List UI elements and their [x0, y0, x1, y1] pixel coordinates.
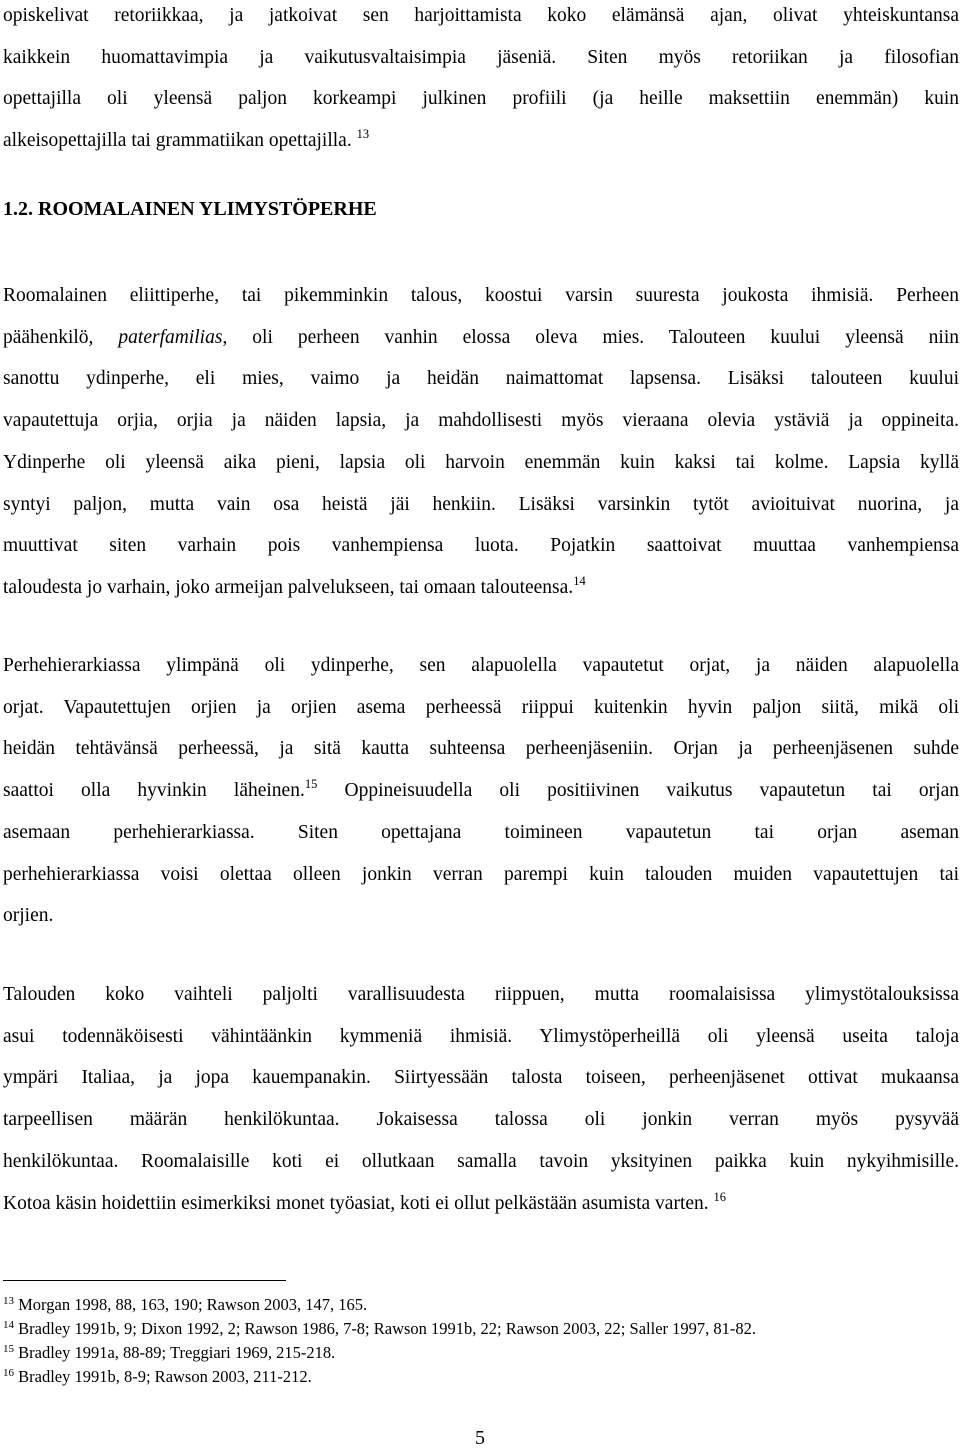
page-number: 5 — [475, 1427, 485, 1449]
text-line — [3, 317, 959, 359]
italic-term: paterfamilias — [118, 326, 223, 348]
section-heading: 1.2. ROOMALAINEN YLIMYSTÖPERHE — [3, 198, 377, 220]
footnote — [3, 1365, 312, 1389]
text-line: sanottu ydinperhe, eli mies, vaimo ja heidän naimattomat lapsensa. Lisäksi talouteen kuului — [3, 368, 959, 390]
footnote-number: 16 — [3, 1367, 14, 1379]
text-line: ympäri Italiaa, ja jopa kauempanakin. Siirtyessään talosta toiseen, perheenjäsenet ottivat mukaansa — [3, 1067, 959, 1089]
text-line: asui todennäköisesti vähintäänkin kymmeniä ihmisiä. Ylimystöperheillä oli yleensä useita taloja — [3, 1025, 959, 1047]
text-line: Perhehierarkiassa ylimpänä oli ydinperhe, sen alapuolella vapautetut orjat, ja näiden alapuolella — [3, 655, 959, 676]
footnote-separator — [3, 1280, 286, 1281]
text-line: tarpeellisen määrän henkilökuntaa. Jokaisessa talossa oli jonkin verran myös pysyvää — [3, 1109, 959, 1131]
text-line — [3, 770, 959, 812]
footnote — [3, 1341, 335, 1365]
footnote-ref[interactable]: 15 — [304, 777, 318, 792]
text-line — [3, 120, 959, 162]
text-line: asemaan perhehierarkiassa. Siten opettajana toimineen vapautetun tai orjan aseman — [3, 821, 959, 843]
footnote-ref[interactable]: 14 — [573, 573, 586, 588]
text-line: perhehierarkiassa voisi olettaa olleen jonkin verran parempi kuin talouden muiden vapautettujen tai — [3, 863, 959, 885]
text-line-content: Kotoa käsin hoidettiin esimerkiksi monet työasiat, koti ei ollut pelkästään asumista varten. — [3, 1192, 709, 1214]
footnote — [3, 1317, 756, 1341]
paragraph-1 — [3, 275, 959, 609]
text-line: orjien. — [3, 905, 54, 927]
footnote-number: 15 — [3, 1343, 14, 1355]
text-line: muuttivat siten varhain pois vanhempiensa luota. Pojatkin saattoivat muuttaa vanhempiensa — [3, 535, 959, 557]
footnote-text: Morgan 1998, 88, 163, 190; Rawson 2003, 147, 165. — [18, 1295, 368, 1314]
text-segment: saattoi olla hyvinkin läheinen. — [3, 780, 305, 802]
footnote-ref[interactable]: 16 — [713, 1189, 727, 1204]
text-line: orjat. Vapautettujen orjien ja orjien asema perheessä riippui kuitenkin hyvin paljon siitä, mikä oli — [3, 696, 959, 718]
footnote-text: Bradley 1991b, 9; Dixon 1992, 2; Rawson 1986, 7-8; Rawson 1991b, 22; Rawson 2003, 22; Saller 1997, 81-82. — [18, 1319, 757, 1338]
text-line-content: taloudesta jo varhain, joko armeijan palvelukseen, tai omaan talouteensa. — [3, 576, 574, 598]
footnote-number: 14 — [3, 1319, 14, 1331]
paragraph-3 — [3, 974, 959, 1224]
text-segment: , oli perheen vanhin elossa oleva mies. Talouteen kuului yleensä niin — [222, 326, 959, 348]
text-segment: Oppineisuudella oli positiivinen vaikutus vapautetun tai orjan — [317, 780, 960, 802]
paragraph-2 — [3, 645, 959, 937]
text-line: Talouden koko vaihteli paljolti varallisuudesta riippuen, mutta roomalaisissa ylimystötalouksissa — [3, 984, 959, 1005]
text-line: henkilökuntaa. Roomalaisille koti ei ollutkaan samalla tavoin yksityinen paikka kuin nykyihmisille. — [3, 1150, 959, 1172]
text-line: opettajilla oli yleensä paljon korkeampi julkinen profiili (ja heille maksettiin enemmän) kuin — [3, 88, 959, 110]
text-line: syntyi paljon, mutta vain osa heistä jäi henkiin. Lisäksi varsinkin tytöt avioituivat nuorina, ja — [3, 493, 959, 515]
text-line — [3, 1183, 959, 1225]
text-line: opiskelivat retoriikkaa, ja jatkoivat sen harjoittamista koko elämänsä ajan, olivat yhteiskuntansa — [3, 5, 959, 26]
text-line: vapautettuja orjia, orjia ja näiden lapsia, ja mahdollisesti myös vieraana olevia ystäviä ja oppineita. — [3, 410, 959, 432]
footnote-number: 13 — [3, 1295, 14, 1307]
text-line: kaikkein huomattavimpia ja vaikutusvaltaisimpia jäseniä. Siten myös retoriikan ja filosofian — [3, 46, 959, 68]
text-line: Roomalainen eliittiperhe, tai pikemminkin talous, koostui varsin suuresta joukosta ihmisiä. Perheen — [3, 285, 959, 306]
text-line — [3, 567, 959, 609]
footnote-ref[interactable]: 13 — [356, 127, 370, 142]
footnote-text: Bradley 1991b, 8-9; Rawson 2003, 211-212. — [18, 1367, 312, 1386]
text-segment: päähenkilö, — [3, 326, 119, 348]
intro-paragraph — [3, 0, 959, 162]
text-line: Ydinperhe oli yleensä aika pieni, lapsia oli harvoin enemmän kuin kaksi tai kolme. Lapsia kyllä — [3, 451, 959, 473]
footnote-text: Bradley 1991a, 88-89; Treggiari 1969, 215-218. — [18, 1343, 336, 1362]
text-line: heidän tehtävänsä perheessä, ja sitä kautta suhteensa perheenjäseniin. Orjan ja perheenjäsenen suhde — [3, 738, 959, 760]
text-line-content: alkeisopettajilla tai grammatiikan opettajilla. — [3, 130, 352, 152]
footnote — [3, 1293, 367, 1317]
